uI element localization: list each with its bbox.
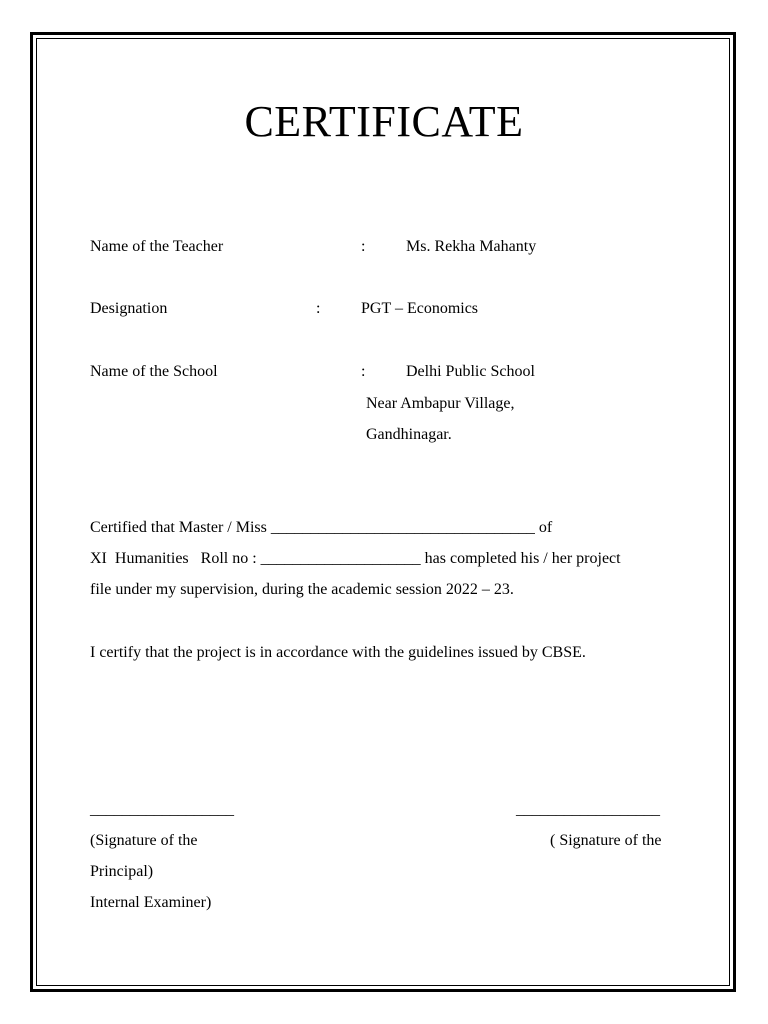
right-signature-label: ( Signature of the — [550, 832, 662, 849]
designation-value: PGT – Economics — [361, 300, 479, 317]
cert-line-1-end: of — [538, 519, 553, 536]
cert-line-1 — [90, 518, 552, 538]
school-city: Gandhinagar. — [366, 426, 452, 443]
school-separator: : — [361, 363, 366, 380]
left-signature-label: (Signature of the — [90, 832, 198, 849]
teacher-value: Ms. Rekha Mahanty — [406, 238, 537, 255]
cert-line-2-text: XI Humanities Roll no : — [90, 550, 257, 567]
cert-line-1-text: Certified that Master / Miss — [90, 519, 267, 536]
left-signature-line: __________________ — [90, 801, 234, 818]
roll-no-blank: ____________________ — [260, 550, 421, 567]
teacher-separator: : — [361, 238, 366, 255]
certificate-title: CERTIFICATE — [244, 97, 524, 146]
internal-examiner-label: Internal Examiner) — [90, 894, 212, 911]
cert-line-3: file under my supervision, during the academic session 2022 – 23. — [90, 581, 514, 598]
school-label: Name of the School — [90, 363, 218, 380]
right-signature-line: __________________ — [516, 801, 660, 818]
designation-separator: : — [316, 300, 321, 317]
teacher-label: Name of the Teacher — [90, 238, 224, 255]
cert-line-2-end: has completed his / her project — [424, 550, 621, 567]
designation-label: Designation — [90, 300, 168, 317]
school-value: Delhi Public School — [406, 363, 535, 380]
school-address-line: Near Ambapur Village, — [366, 395, 515, 412]
cert-line-2 — [90, 549, 621, 569]
student-name-blank: _________________________________ — [270, 519, 535, 536]
guidelines-statement: I certify that the project is in accordance with the guidelines issued by CBSE. — [90, 644, 586, 661]
principal-label: Principal) — [90, 863, 154, 880]
